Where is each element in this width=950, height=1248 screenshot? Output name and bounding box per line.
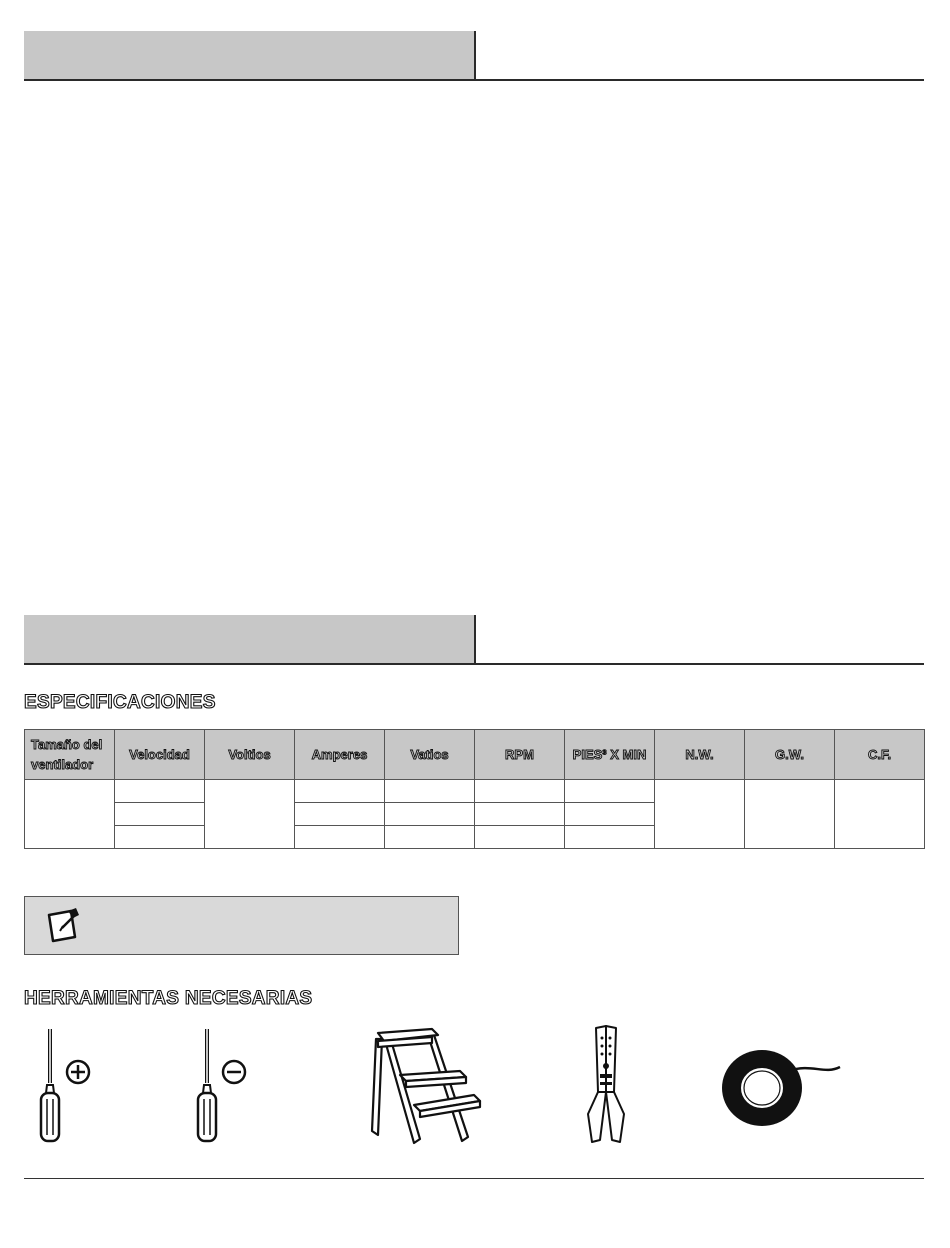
table-cell [295, 780, 385, 803]
table-cell [385, 826, 475, 849]
table-cell [115, 826, 205, 849]
header-volts: Voltios [205, 730, 295, 780]
table-cell [295, 826, 385, 849]
bottom-divider [24, 1178, 924, 1179]
header-speed: Velocidad [115, 730, 205, 780]
wire-strippers-icon [582, 1022, 632, 1152]
note-box [24, 896, 459, 955]
flathead-screwdriver-icon [192, 1025, 252, 1150]
header-fan-size: Tamaño del ventilador [25, 730, 115, 780]
table-cell [565, 780, 655, 803]
header-amperes: Amperes [295, 730, 385, 780]
section-header-tab [24, 31, 476, 79]
table-cell [565, 826, 655, 849]
table-cell [115, 780, 205, 803]
table-header-row [25, 730, 925, 780]
specifications-title: ESPECIFICACIONES [24, 692, 216, 713]
section-header-rule [24, 79, 924, 81]
tools-title: HERRAMIENTAS NECESARIAS [24, 988, 313, 1009]
electrical-tape-icon [720, 1045, 845, 1135]
table-row [25, 780, 925, 803]
table-cell [745, 780, 835, 849]
table-cell [115, 803, 205, 826]
table-cell [295, 803, 385, 826]
header-watts: Vatios [385, 730, 475, 780]
table-cell [475, 803, 565, 826]
specifications-table [24, 729, 925, 849]
header-cubic-feet: C.F. [835, 730, 925, 780]
table-cell [385, 780, 475, 803]
table-cell [385, 803, 475, 826]
table-cell [205, 780, 295, 849]
table-cell [475, 826, 565, 849]
phillips-screwdriver-icon [36, 1025, 96, 1150]
header-cfm: PIES³ X MIN [565, 730, 655, 780]
header-rpm: RPM [475, 730, 565, 780]
section-header-middle [24, 615, 924, 665]
table-cell [565, 803, 655, 826]
section-header-rule [24, 663, 924, 665]
table-cell [835, 780, 925, 849]
section-header-tab [24, 615, 476, 663]
step-ladder-icon [370, 1025, 485, 1152]
table-cell [655, 780, 745, 849]
header-net-weight: N.W. [655, 730, 745, 780]
table-cell [475, 780, 565, 803]
header-gross-weight: G.W. [745, 730, 835, 780]
table-cell [25, 780, 115, 849]
section-header-top [24, 31, 924, 81]
note-pin-icon [43, 907, 83, 950]
